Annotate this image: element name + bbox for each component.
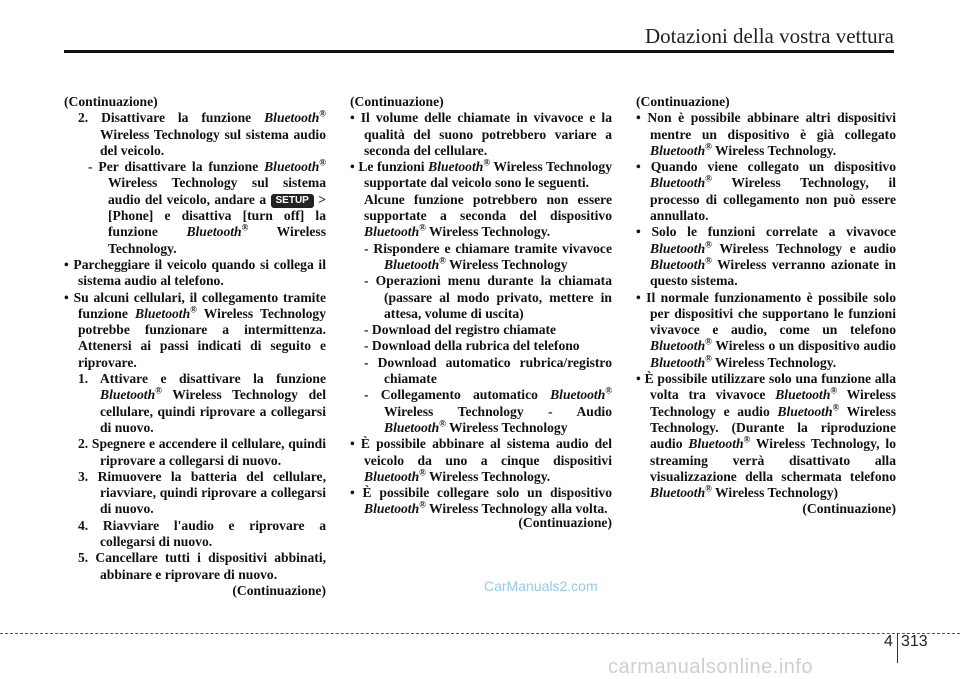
column-1: [64, 94, 326, 599]
paragraph: Alcune funzione potrebbero non essere supportate a seconda del dispositivo Bluetooth® Wireless Technology.: [364, 191, 612, 240]
list-item: - Operazioni menu durante la chiamata (passare al modo privato, mettere in attesa, volume di uscita): [364, 273, 612, 321]
column-2: [350, 94, 612, 531]
list-item: - Per disattivare la funzione Bluetooth® Wireless Technology sul sistema audio del veicolo, andare a SETUP > [Phone] e disattiva [turn off] la funzione Bluetooth® Wireless Technology.: [88, 157, 326, 256]
list-item: - Rispondere e chiamare tramite vivavoce Bluetooth® Wireless Technology: [364, 240, 612, 272]
continuation-label: (Continuazione): [64, 94, 158, 109]
list-item: • È possibile abbinare al sistema audio del veicolo da uno a cinque dispositivi Bluetooth® Wireless Technology.: [350, 436, 612, 484]
list-item: • Il volume delle chiamate in vivavoce e la qualità del suono potrebbero variare a seconda del cellulare.: [350, 110, 612, 158]
list-item: - Download della rubrica del telefono: [364, 338, 580, 354]
page-number: 313: [901, 633, 928, 650]
list-item: - Collegamento automatico Bluetooth® Wireless Technology - Audio Bluetooth® Wireless Technology: [364, 385, 612, 435]
continuation-label: (Continuazione): [518, 514, 612, 530]
list-item: - Download del registro chiamate: [364, 322, 557, 338]
list-item: • Non è possibile abbinare altri dispositivi mentre un dispositivo è già collegato Bluetooth® Wireless Technology.: [636, 110, 896, 158]
header-rule: [64, 50, 894, 53]
footer-rule: [0, 633, 960, 634]
list-item: - Download automatico rubrica/registro chiamate: [364, 354, 612, 387]
list-item: • È possibile utilizzare solo una funzione alla volta tra vivavoce Bluetooth® Wireless Technology e audio Bluetooth® Wireless Technology. (Durante la riproduzione audio Bluetooth® Wireless Technology, lo streaming verrà disattivato alla visualizzazione della schermata telefono Bluetooth® Wireless Technology): [636, 371, 897, 501]
watermark: CarManuals2.com: [484, 578, 598, 594]
list-item: 1. Attivare e disattivare la funzione Bluetooth® Wireless Technology del cellulare, quindi riprovare a collegarsi di nuovo.: [78, 371, 326, 435]
chapter-number: 4: [884, 633, 893, 650]
column-3: [636, 94, 896, 518]
setup-key-icon: SETUP: [271, 194, 314, 208]
page-header-title: Dotazioni della vostra vettura: [645, 24, 894, 48]
list-item: • Le funzioni Bluetooth® Wireless Technology supportate dal veicolo sono le seguenti.: [350, 157, 612, 191]
continuation-label: (Continuazione): [232, 582, 326, 598]
page-number-separator: [897, 633, 898, 663]
list-item: • Quando viene collegato un dispositivo Bluetooth® Wireless Technology, il processo di collegamento non può essere annullato.: [636, 159, 896, 224]
list-item: 2. Disattivare la funzione Bluetooth® Wireless Technology sul sistema audio del veicolo.: [78, 108, 326, 158]
continuation-label: (Continuazione): [350, 94, 444, 109]
list-item: • Su alcuni cellulari, il collegamento tramite funzione Bluetooth® Wireless Technology potrebbe funzionare a intermittenza. Attenersi ai passi indicati di seguito e riprovare.: [64, 289, 326, 370]
list-item: 3. Rimuovere la batteria del cellulare, riavviare, quindi riprovare a collegarsi di nuovo.: [78, 468, 326, 517]
continuation-label: (Continuazione): [636, 94, 730, 109]
list-item: • Il normale funzionamento è possibile solo per dispositivi che supportano le funzioni vivavoce e audio, come un telefono Bluetooth® Wireless o un dispositivo audio Bluetooth® Wireless Technology.: [636, 289, 896, 370]
watermark: carmanualsonline.info: [608, 656, 814, 678]
list-item: • Parcheggiare il veicolo quando si collega il sistema audio al telefono.: [64, 256, 326, 289]
list-item: • È possibile collegare solo un dispositivo Bluetooth® Wireless Technology alla volta.: [350, 485, 612, 517]
list-item: • Solo le funzioni correlate a vivavoce Bluetooth® Wireless Technology e audio Bluetooth® Wireless verranno azionate in questo sistema.: [636, 224, 896, 289]
list-item: 2. Spegnere e accendere il cellulare, quindi riprovare a collegarsi di nuovo.: [78, 436, 326, 468]
list-item: 4. Riavviare l'audio e riprovare a collegarsi di nuovo.: [78, 517, 326, 550]
list-item: 5. Cancellare tutti i dispositivi abbinati, abbinare e riprovare di nuovo.: [78, 550, 326, 582]
continuation-label: (Continuazione): [802, 501, 896, 517]
